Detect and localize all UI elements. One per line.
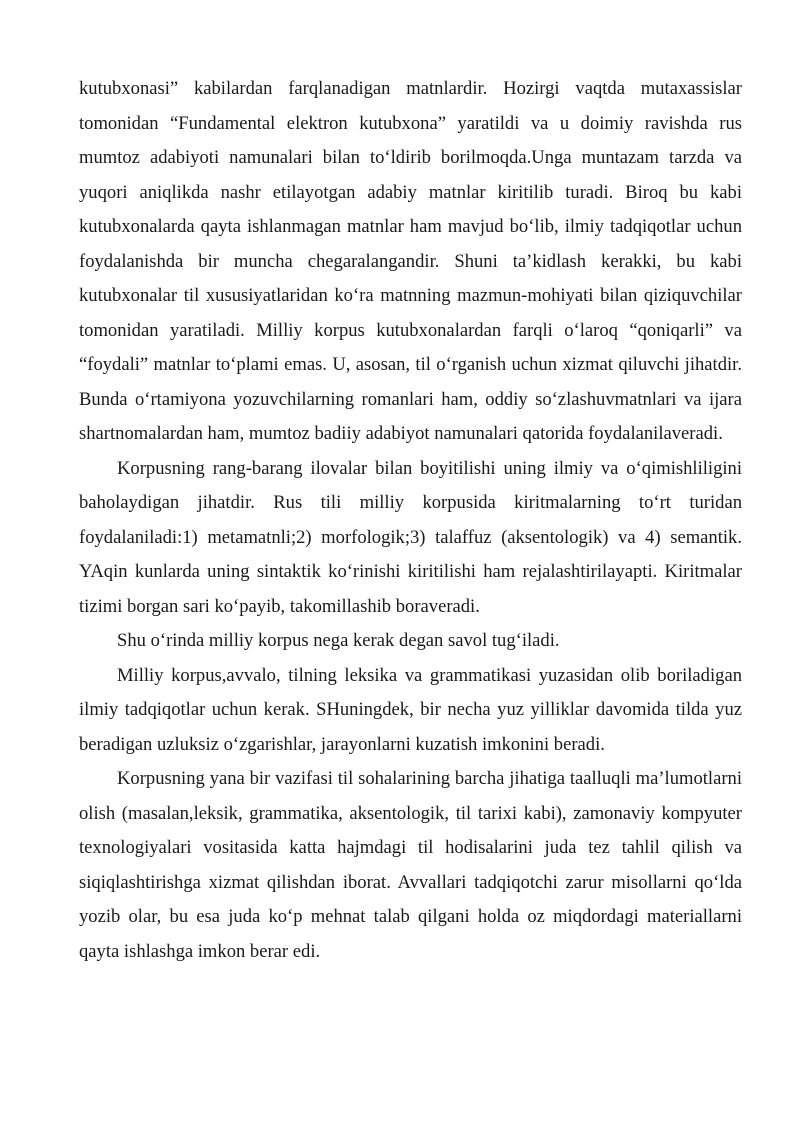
document-page (79, 72, 742, 969)
paragraph-4: Milliy korpus,avvalo, tilning leksika va grammatikasi yuzasidan olib boriladigan ilmiy tadqiqotlar uchun kerak. SHuningdek, bir necha yuz yilliklar davomida tilda yuz beradigan uzluksiz o‘zgarishlar, jarayonlarni kuzatish imkonini beradi. (79, 664, 742, 755)
paragraph-5: Korpusning yana bir vazifasi til sohalarining barcha jihatiga taalluqli ma’lumotlarni olish (masalan,leksik, grammatika, aksentologik, til tarixi kabi), zamonaviy kompyuter texnologiyalari vositasida katta hajmdagi til hodisalarini juda tez tahlil qilish va siqiqlashtirishga xizmat qilishdan iborat. Avvallari tadqiqotchi zarur misollarni qo‘lda yozib olar, bu esa juda ko‘p mehnat talab qilgani holda oz miqdordagi materiallarni qayta ishlashga imkon berar edi. (79, 768, 742, 962)
paragraph-1: kutubxonasi” kabilardan farqlanadigan matnlardir. Hozirgi vaqtda mutaxassislar tomonidan “Fundamental elektron kutubxona” yaratildi va u doimiy ravishda rus mumtoz adabiyoti namunalari bilan to‘ldirib borilmoqda.Unga muntazam tarzda va yuqori aniqlikda nashr etilayotgan adabiy matnlar kiritilib turadi. Biroq bu kabi kutubxonalarda qayta ishlanmagan matnlar ham mavjud bo‘lib, ilmiy tadqiqotlar uchun foydalanishda bir muncha chegaralangandir. Shuni ta’kidlash kerakki, bu kabi kutubxonalar til xususiyatlaridan ko‘ra matnning mazmun-mohiyati bilan qiziquvchilar tomonidan yaratiladi. Milliy korpus kutubxonalardan farqli o‘laroq “qoniqarli” va “foydali” matnlar to‘plami emas. U, asosan, til o‘rganish uchun xizmat qiluvchi jihatdir. Bunda o‘rtamiyona yozuvchilarning romanlari ham, oddiy so‘zlashuvmatnlari va ijara shartnomalardan ham, mumtoz badiiy adabiyot namunalari qatorida foydalanilaveradi. (79, 78, 742, 444)
paragraph-2: Korpusning rang-barang ilovalar bilan boyitilishi uning ilmiy va o‘qimishliligini baholaydigan jihatdir. Rus tili milliy korpusida kiritmalarning to‘rt turidan foydalaniladi:1) metamatnli;2) morfologik;3) talaffuz (aksentologik) va 4) semantik. YAqin kunlarda uning sintaktik ko‘rinishi kiritilishi ham rejalashtirilayapti. Kiritmalar tizimi borgan sari ko‘payib, takomillashib boraveradi. (79, 457, 742, 617)
paragraph-3: Shu o‘rinda milliy korpus nega kerak degan savol tug‘iladi. (117, 630, 560, 651)
